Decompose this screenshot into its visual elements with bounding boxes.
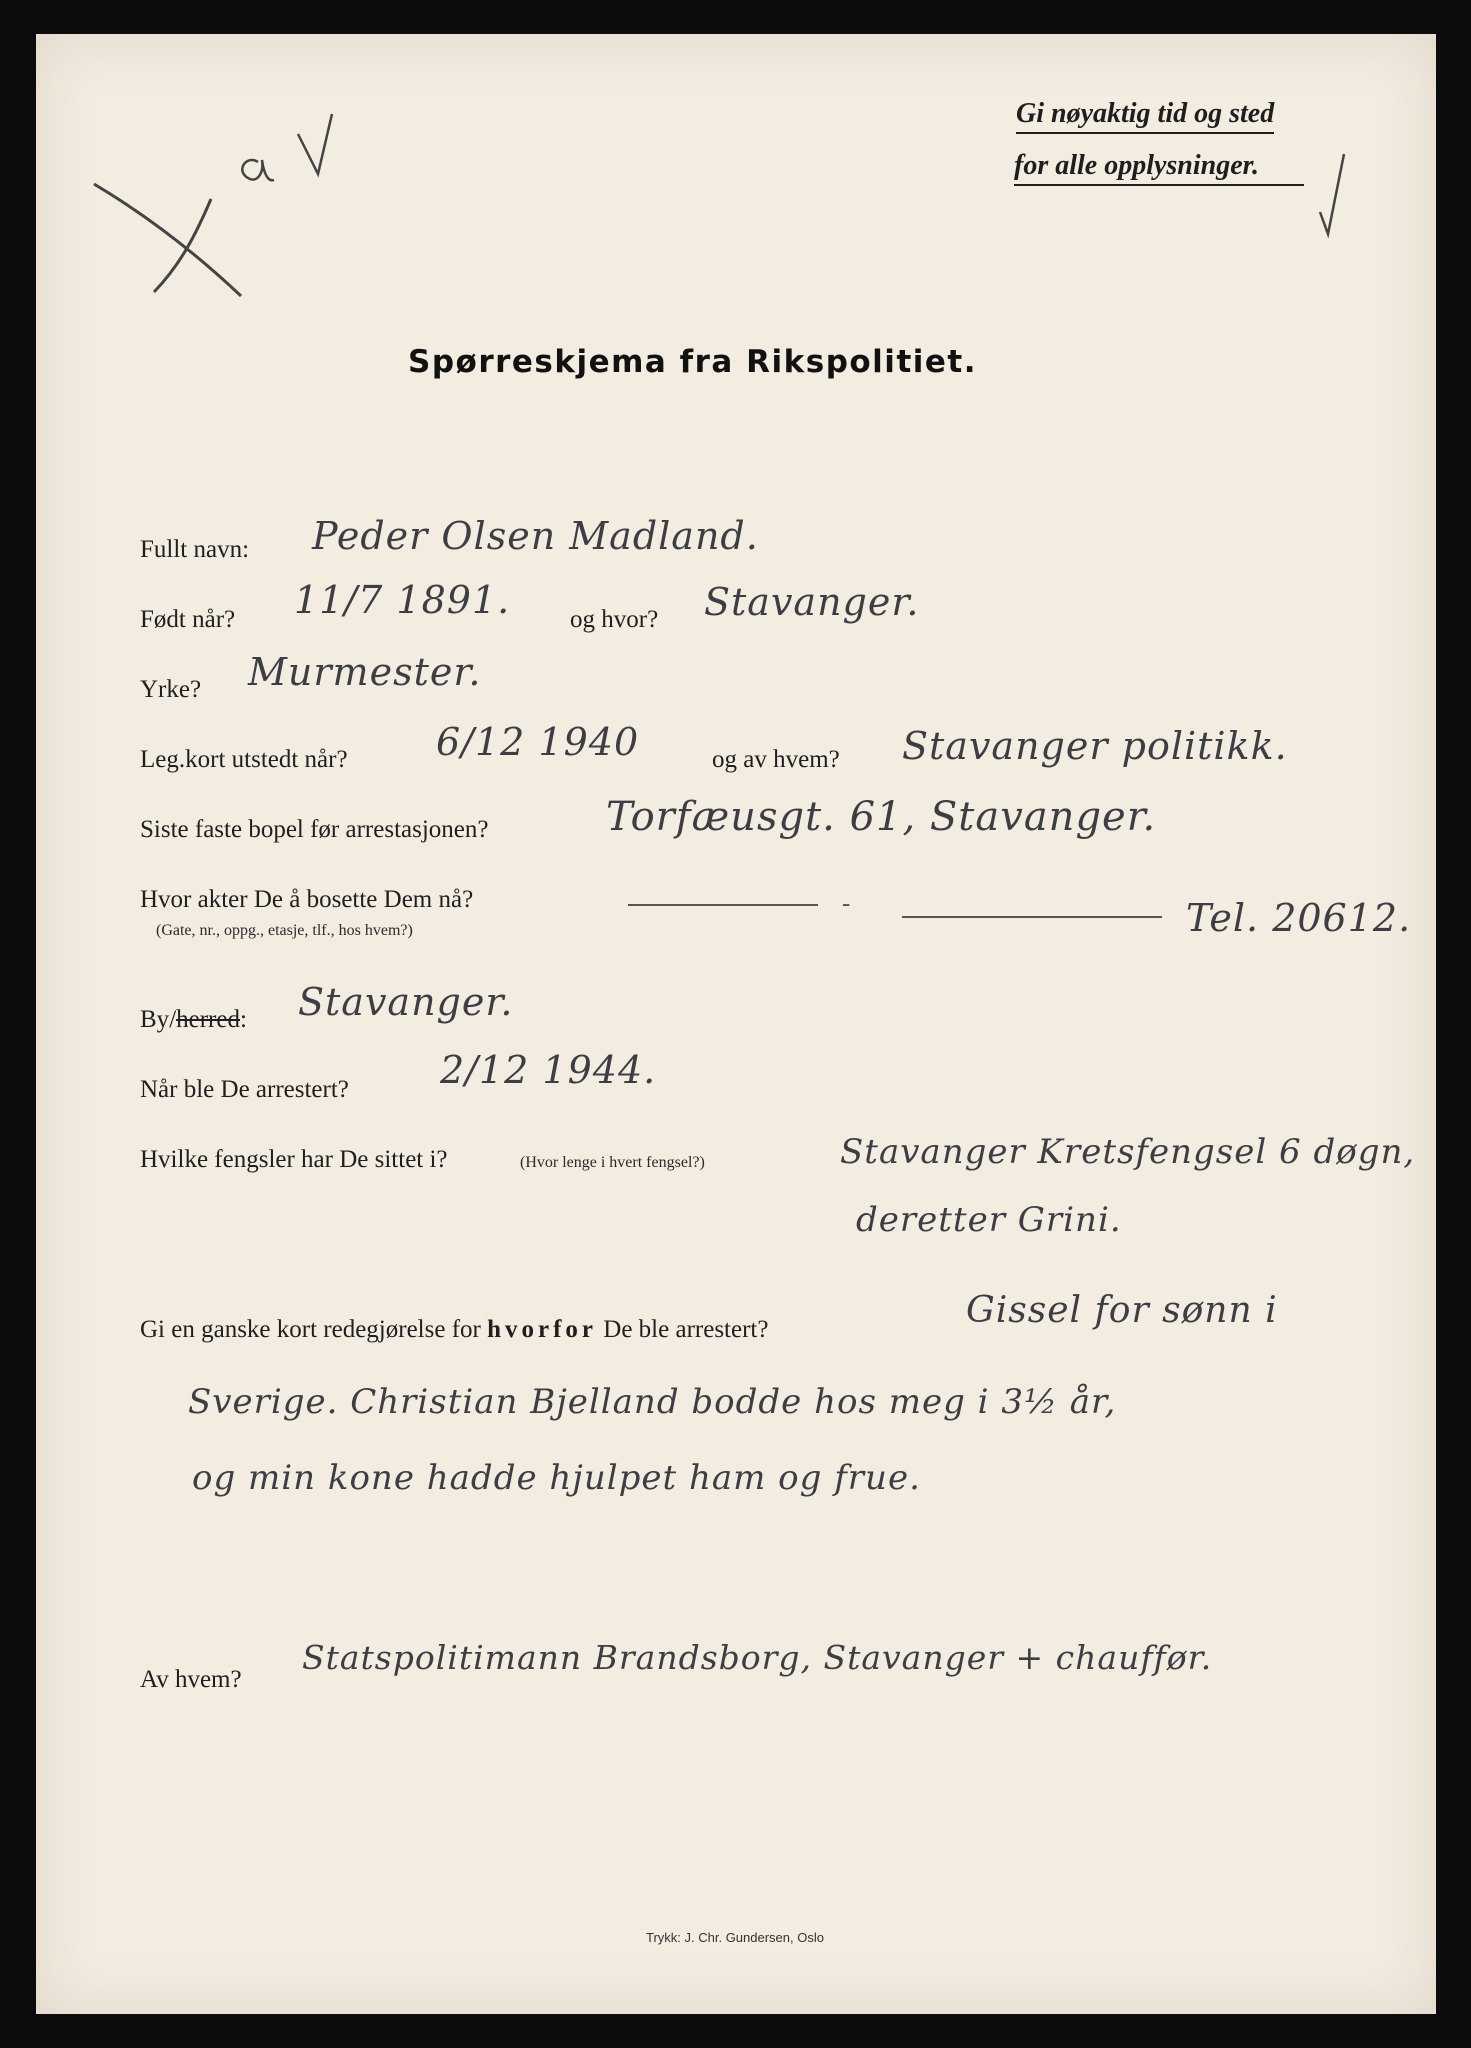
prisons-sublabel: (Hvor lenge i hvert fengsel?) — [520, 1154, 705, 1171]
reason-label-emphasis: hvorfor — [487, 1316, 598, 1343]
prisons-value-line-2: deretter Grini. — [856, 1200, 1122, 1240]
reason-label-end: De ble arrestert? — [603, 1316, 769, 1343]
settle-sublabel: (Gate, nr., oppg., etasje, tlf., hos hvem?) — [156, 922, 413, 939]
x-mark-stroke-1 — [94, 184, 241, 296]
city-label-herred: herred — [176, 1006, 240, 1033]
city-value: Stavanger. — [298, 980, 514, 1024]
occupation-label: Yrke? — [140, 676, 202, 703]
full-name-value: Peder Olsen Madland. — [312, 514, 759, 558]
arresting-officer-value: Statspolitimann Brandsborg, Stavanger + chauffør. — [302, 1638, 1213, 1677]
reason-value-line-1: Gissel for sønn i — [966, 1290, 1278, 1331]
reason-label-start: Gi en ganske kort redegjørelse for — [140, 1316, 481, 1343]
form-paper — [36, 34, 1436, 2014]
check-mark-stroke — [1320, 154, 1344, 234]
arresting-officer-label: Av hvem? — [140, 1666, 242, 1693]
city-label-colon: : — [239, 1006, 247, 1033]
notice-line-2: for alle opplysninger. — [1014, 150, 1304, 186]
born-place-value: Stavanger. — [704, 580, 920, 624]
reason-value-line-2: Sverige. Christian Bjelland bodde hos meg i 3½ år, — [188, 1382, 1117, 1422]
reason-value-line-3: og min kone hadde hjulpet ham og frue. — [192, 1458, 921, 1498]
form-title: Spørreskjema fra Rikspolitiet. — [408, 344, 978, 380]
city-label-by: By — [140, 1006, 170, 1033]
prisons-label: Hvilke fengsler har De sittet i? — [140, 1146, 448, 1173]
born-date-label: Født når? — [140, 606, 236, 633]
last-residence-label: Siste faste bopel før arrestasjonen? — [140, 816, 489, 843]
letter-v-stroke — [298, 114, 332, 174]
born-place-label: og hvor? — [570, 606, 659, 633]
last-residence-value: Torfæusgt. 61, Stavanger. — [606, 794, 1157, 840]
pencil-marks-svg — [36, 34, 1436, 354]
letter-a-stroke — [242, 160, 274, 180]
prisons-value-line-1: Stavanger Kretsfengsel 6 døgn, — [840, 1132, 1416, 1172]
id-card-label: Leg.kort utstedt når? — [140, 746, 348, 773]
arrested-label: Når ble De arrestert? — [140, 1076, 349, 1103]
full-name-label: Fullt navn: — [140, 536, 250, 563]
notice-line-1: Gi nøyaktig tid og sted — [1016, 98, 1274, 134]
arrested-value: 2/12 1944. — [440, 1048, 657, 1092]
city-label-separator: / — [169, 1006, 177, 1033]
settle-phone-value: Tel. 20612. — [1186, 896, 1412, 940]
id-card-date-value: 6/12 1940 — [436, 720, 640, 764]
id-card-issuer-value: Stavanger politikk. — [902, 724, 1288, 768]
settle-line-left — [628, 904, 818, 906]
born-date-value: 11/7 1891. — [294, 578, 511, 622]
settle-label: Hvor akter De å bosette Dem nå? — [140, 886, 474, 913]
occupation-value: Murmester. — [248, 650, 482, 694]
reason-label — [140, 1316, 768, 1344]
printer-credit: Trykk: J. Chr. Gundersen, Oslo — [646, 1930, 824, 1945]
id-card-issuer-label: og av hvem? — [712, 746, 840, 773]
settle-line-right — [902, 916, 1162, 918]
city-label — [140, 1006, 247, 1034]
settle-dash: - — [842, 890, 851, 917]
